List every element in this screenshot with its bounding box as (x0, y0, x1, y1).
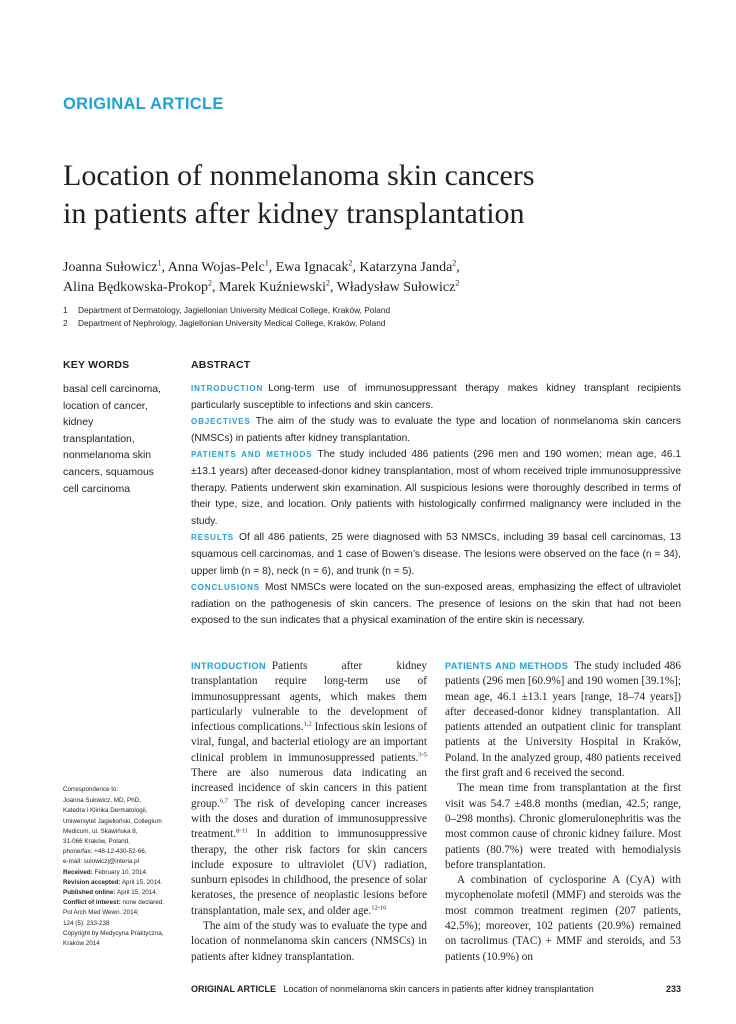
abstract-tag-results: RESULTS (191, 533, 235, 543)
correspondence-line: phone/fax: +48-12-430-52-66, (63, 848, 147, 856)
body-column-right (445, 659, 681, 965)
correspondence-address (63, 796, 183, 867)
correspondence-line: Katedra i Klinika Dermatologii, (63, 807, 148, 815)
author-affiliation-number: 2 (455, 278, 460, 288)
author-affiliation-number: 2 (208, 278, 213, 288)
keyword-line: basal cell carcinoma, (63, 383, 162, 395)
page-footer (191, 984, 681, 994)
author-name: Alina Będkowska-Prokop (63, 280, 209, 295)
abstract-results-text: Of all 486 patients, 25 were diagnosed with 53 NMSCs, including 39 basal cell carcinomas, 13 squamous cell carcinomas, and 1 case of Bowen’s disease. The lesions were observed on the face (n = 34), upper limb (n = 8), neck (n = 6), and trunk (n = 5). (191, 532, 681, 577)
copyright-line-1: Copyright by Medycyna Praktyczna, (63, 929, 164, 937)
introduction-paragraph: INTRODUCTION Patients after kidney transplantation require long-term use of immunosuppressant agents, which makes them particularly vulnerable to the development of infectious complications.$^{1,2}$ Infectious skin lesions of viral, fungal, and bacterial etiology are an important clinical problem in immunosuppressed patients.$^{3-5}$ There are also numerous data indicating an increased incidence of skin cancers in this patient group.$^{6,7}$ The risk of developing cancer increases with the doses and duration of immunosuppressive treatment.$^{8-11}$ In addition to immunosuppressive therapy, the other risk factors for skin cancers include exposure to ultraviolet (UV) radiation, sunburn episodes in childhood, the presence of solar keratoses, the presence of neoplastic lesions before transplantation, male sex, and older age.$^{12-16}$ (191, 660, 427, 917)
copyright-line-2: Kraków 2014 (63, 940, 100, 948)
correspondence-line: e-mail: sulowiczj@interia.pl (63, 858, 140, 866)
affiliation-item (63, 317, 683, 330)
conflict-of-interest: Conflict of interest: none declared. (63, 899, 165, 907)
authors-line-1 (63, 258, 683, 278)
methods-heading: PATIENTS AND METHODS (445, 661, 569, 671)
correspondence-heading: Correspondence to: (63, 786, 119, 793)
abstract-results (191, 530, 681, 580)
author-separator: , (352, 260, 360, 275)
abstract-objectives (191, 414, 681, 447)
page-number: 233 (665, 984, 681, 994)
abstract-tag-objectives: OBJECTIVES (191, 417, 251, 427)
abstract-tag-conclusions: CONCLUSIONS (191, 583, 261, 593)
abstract-objectives-text: The aim of the study was to evaluate the type and location of nonmelanoma skin cancers (NMSCs) in patients after kidney transplantation. (191, 416, 681, 444)
body-column-left (191, 659, 427, 965)
author-name: Katarzyna Janda (359, 260, 453, 275)
abstract-methods (191, 447, 681, 530)
correspondence-line: 31-066 Kraków, Poland, (63, 838, 130, 846)
aim-paragraph: The aim of the study was to evaluate the type and location of nonmelanoma skin cancers (NMSCs) in patients after kidney transplantation. (191, 920, 427, 963)
affiliation-item (63, 304, 683, 317)
abstract-methods-text: The study included 486 patients (296 men and 190 women; mean age, 46.1 ±13.1 years) after deceased-donor kidney transplantation, most of whom received triple immunosuppressive therapy. Patients underwent skin examination. All suspicious lesions were thoroughly described in terms of their type, size, and location. Only patients with histologically confirmed malignancy were included in the study. (191, 449, 681, 527)
abstract-tag-introduction: INTRODUCTION (191, 384, 264, 393)
keywords-list (63, 381, 173, 497)
author-separator: , (212, 280, 220, 295)
authors-line-2 (63, 278, 683, 298)
correspondence-line: Joanna Sułowicz, MD, PhD, (63, 797, 142, 805)
abstract-tag-methods: PATIENTS AND METHODS (191, 450, 313, 460)
abstract-conclusions-text: Most NMSCs were located on the sun-exposed areas, emphasizing the effect of ultraviolet radiation on the pathogenesis of skin cancers. The presence of lesions on the skin that had not been exposed to the sun indicates that a physical examination of the entire skin is necessary. (191, 582, 681, 627)
keywords-heading: KEY WORDS (63, 359, 130, 371)
keyword-line: cancers, squamous (63, 465, 155, 478)
author-name: Anna Wojas-Pelc (167, 260, 265, 275)
authors (63, 258, 683, 298)
author-affiliation-number: 2 (348, 258, 353, 268)
affiliation-number: 2 (63, 317, 68, 328)
keyword-line: transplantation, (63, 432, 135, 445)
author-affiliation-number: 1 (157, 258, 162, 268)
methods-paragraph-2: The mean time from transplantation at the first visit was 54.7 ±48.8 months (median, 42.5; range, 0–298 months). Chronic glomerulonephritis was the most common cause of chronic kidney failure. Most patients (80.7%) were treated with hemodialysis before transplantation. (445, 782, 681, 871)
title-line-2: in patients after kidney transplantation (63, 197, 525, 230)
affiliations (63, 304, 683, 329)
keyword-line: cell carcinoma (63, 482, 131, 495)
introduction-heading: INTRODUCTION (191, 661, 266, 671)
section-label: ORIGINAL ARTICLE (63, 95, 224, 113)
journal-volume: 124 (5): 233-238 (63, 919, 110, 927)
author-name: Joanna Sułowicz (63, 260, 158, 275)
methods-paragraph-3: A combination of cyclosporine A (CyA) with mycophenolate mofetil (MMF) and steroids was the most common treatment regimen (207 patients, 42.5%); moreover, 102 patients (20.9%) remained on tacrolimus (TAC) + MMF and steroids, and 53 patients (10.9%) on (445, 874, 681, 963)
author-separator: , (268, 260, 276, 275)
author-separator: , (456, 260, 460, 275)
keyword-line: location of cancer, (63, 399, 148, 412)
revision-date: Revision accepted: April 15, 2014. (63, 878, 163, 886)
journal-citation: Pol Arch Med Wewn. 2014; (63, 909, 139, 917)
methods-paragraph-1: PATIENTS AND METHODS The study included 486 patients (296 men [60.9%] and 190 women [39.1%]; mean age, 46.1 ±13.1 years [range, 18–74 years]) after deceased-donor kidney transplantation. All patients attended an outpatient clinic for transplant patients at the University Hospital in Kraków, Poland. In the analyzed group, 480 patients received the first graft and 6 received the second. (445, 660, 681, 780)
author-affiliation-number: 2 (452, 258, 457, 268)
abstract-conclusions (191, 580, 681, 630)
author-separator: , (329, 280, 337, 295)
abstract-introduction-text: Long-term use of immunosuppressant therapy makes kidney transplant recipients particularly susceptible to infections and skin cancers. (191, 383, 681, 411)
correspondence-line: Medicum, ul. Skawińska 8, (63, 827, 138, 835)
footer-label: ORIGINAL ARTICLE (191, 984, 276, 994)
author-name: Władysław Sułowicz (336, 280, 456, 295)
author-separator: , (161, 260, 168, 275)
received-date: Received: February 10, 2014. (63, 868, 148, 876)
correspondence-box (63, 785, 183, 949)
abstract-heading: ABSTRACT (191, 359, 251, 371)
author-name: Ewa Ignacak (275, 260, 349, 275)
affiliation-number: 1 (63, 305, 68, 315)
keyword-line: nonmelanoma skin (63, 449, 152, 462)
abstract-introduction (191, 381, 681, 414)
keyword-line: kidney (63, 416, 94, 429)
abstract-body (191, 381, 681, 630)
published-date: Published online: April 15, 2014. (63, 889, 158, 897)
affiliation-text: Department of Nephrology, Jagiellonian University Medical College, Kraków, Poland (78, 317, 386, 328)
author-affiliation-number: 2 (325, 278, 330, 288)
article-title (63, 157, 683, 233)
affiliation-text: Department of Dermatology, Jagiellonian University Medical College, Kraków, Poland (78, 305, 391, 315)
author-affiliation-number: 1 (264, 258, 269, 268)
title-line-1: Location of nonmelanoma skin cancers (63, 159, 535, 192)
footer-title: Location of nonmelanoma skin cancers in patients after kidney transplantation (283, 984, 594, 994)
correspondence-line: Uniwersytet Jagielloński, Collegium (63, 817, 162, 825)
author-name: Marek Kuźniewski (219, 280, 326, 295)
